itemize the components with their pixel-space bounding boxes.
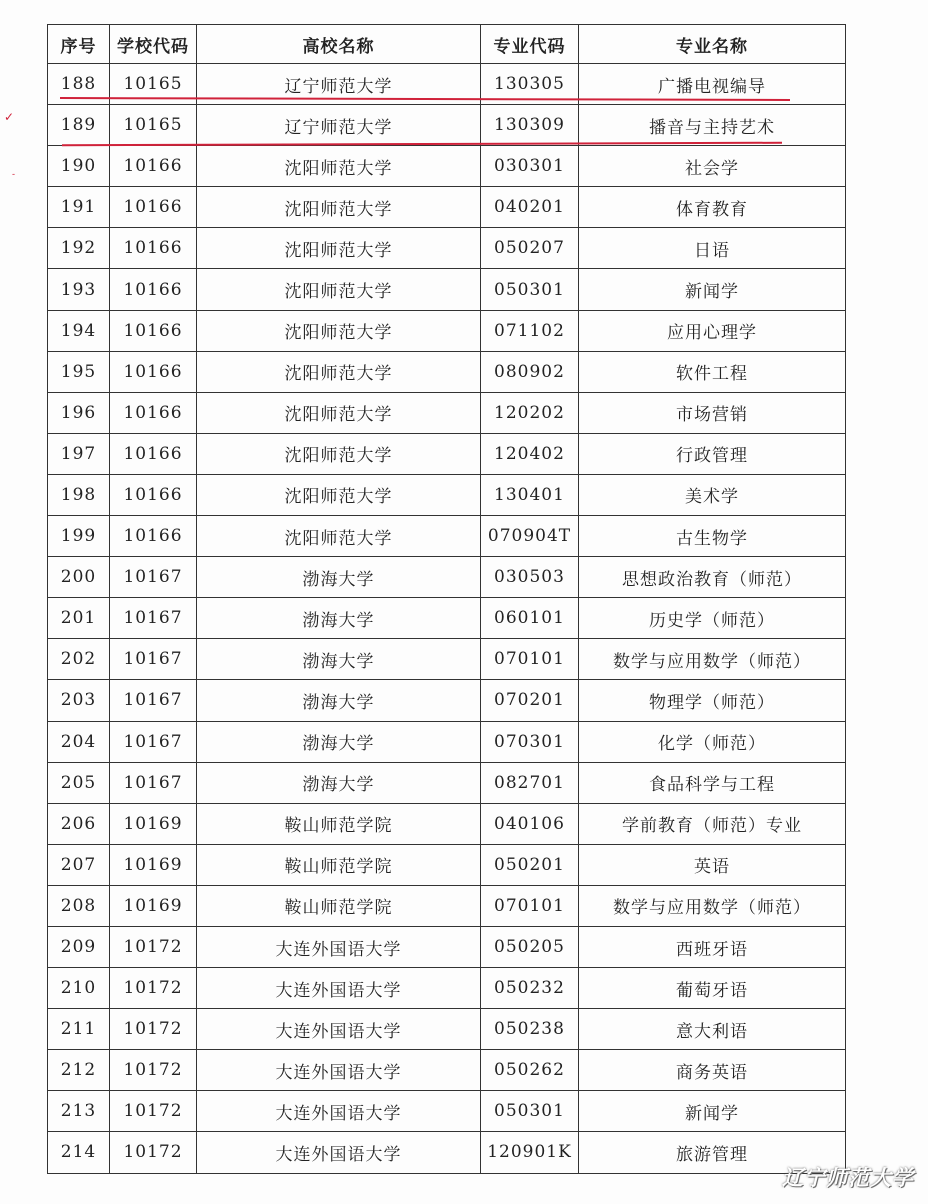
cell-school-code: 10166	[110, 228, 197, 269]
cell-seq: 191	[48, 187, 110, 228]
cell-major-name: 数学与应用数学（师范）	[579, 639, 846, 680]
cell-major-code: 030503	[481, 557, 579, 598]
table-row	[48, 1091, 846, 1132]
cell-major-name: 播音与主持艺术	[579, 105, 846, 146]
cell-seq: 212	[48, 1050, 110, 1091]
cell-seq: 189	[48, 105, 110, 146]
header-seq: 序号	[48, 25, 110, 64]
cell-major-name: 化学（师范）	[579, 721, 846, 762]
table-row	[48, 228, 846, 269]
cell-school-code: 10172	[110, 1132, 197, 1173]
cell-major-name: 思想政治教育（师范）	[579, 557, 846, 598]
table-row	[48, 310, 846, 351]
table-row	[48, 885, 846, 926]
cell-seq: 207	[48, 844, 110, 885]
cell-school-name: 沈阳师范大学	[197, 146, 481, 187]
cell-school-code: 10169	[110, 803, 197, 844]
cell-school-name: 沈阳师范大学	[197, 392, 481, 433]
cell-major-code: 050301	[481, 269, 579, 310]
major-list-table	[47, 24, 846, 1174]
cell-major-code: 070201	[481, 680, 579, 721]
table-row	[48, 926, 846, 967]
cell-major-name: 数学与应用数学（师范）	[579, 885, 846, 926]
table-row	[48, 639, 846, 680]
header-school-code: 学校代码	[110, 25, 197, 64]
cell-school-code: 10172	[110, 1050, 197, 1091]
table-row	[48, 721, 846, 762]
cell-major-code: 030301	[481, 146, 579, 187]
cell-major-name: 美术学	[579, 474, 846, 515]
table-row	[48, 762, 846, 803]
cell-major-code: 130401	[481, 474, 579, 515]
cell-major-name: 日语	[579, 228, 846, 269]
cell-school-code: 10166	[110, 516, 197, 557]
cell-school-code: 10167	[110, 721, 197, 762]
cell-school-code: 10166	[110, 310, 197, 351]
cell-seq: 188	[48, 64, 110, 105]
cell-major-code: 040201	[481, 187, 579, 228]
table-row	[48, 1009, 846, 1050]
cell-major-code: 070301	[481, 721, 579, 762]
cell-school-name: 沈阳师范大学	[197, 228, 481, 269]
cell-school-code: 10166	[110, 433, 197, 474]
cell-major-name: 物理学（师范）	[579, 680, 846, 721]
cell-school-code: 10167	[110, 598, 197, 639]
cell-major-code: 080902	[481, 351, 579, 392]
cell-major-name: 市场营销	[579, 392, 846, 433]
cell-school-name: 大连外国语大学	[197, 926, 481, 967]
cell-seq: 190	[48, 146, 110, 187]
site-watermark: 辽宁师范大学	[782, 1166, 914, 1190]
cell-major-name: 历史学（师范）	[579, 598, 846, 639]
cell-seq: 201	[48, 598, 110, 639]
cell-school-name: 渤海大学	[197, 721, 481, 762]
cell-seq: 196	[48, 392, 110, 433]
cell-major-name: 软件工程	[579, 351, 846, 392]
cell-school-name: 沈阳师范大学	[197, 516, 481, 557]
table-row	[48, 351, 846, 392]
cell-seq: 199	[48, 516, 110, 557]
cell-school-name: 渤海大学	[197, 680, 481, 721]
cell-major-code: 130305	[481, 64, 579, 105]
cell-school-name: 沈阳师范大学	[197, 187, 481, 228]
cell-school-name: 鞍山师范学院	[197, 844, 481, 885]
cell-major-name: 广播电视编导	[579, 64, 846, 105]
cell-school-name: 沈阳师范大学	[197, 351, 481, 392]
cell-school-name: 沈阳师范大学	[197, 474, 481, 515]
cell-seq: 192	[48, 228, 110, 269]
cell-major-code: 071102	[481, 310, 579, 351]
red-pen-dot: -	[12, 170, 16, 180]
table-row	[48, 516, 846, 557]
cell-seq: 211	[48, 1009, 110, 1050]
cell-school-code: 10166	[110, 269, 197, 310]
red-pen-mark: ✓	[4, 110, 15, 124]
cell-major-code: 120901K	[481, 1132, 579, 1173]
cell-school-code: 10167	[110, 762, 197, 803]
cell-major-code: 130309	[481, 105, 579, 146]
table-row	[48, 968, 846, 1009]
cell-major-code: 120402	[481, 433, 579, 474]
cell-major-name: 商务英语	[579, 1050, 846, 1091]
cell-school-code: 10166	[110, 187, 197, 228]
cell-seq: 194	[48, 310, 110, 351]
header-major-code: 专业代码	[481, 25, 579, 64]
cell-school-code: 10166	[110, 474, 197, 515]
table-row	[48, 146, 846, 187]
cell-seq: 197	[48, 433, 110, 474]
table-row	[48, 803, 846, 844]
cell-seq: 213	[48, 1091, 110, 1132]
cell-school-code: 10172	[110, 968, 197, 1009]
cell-school-name: 大连外国语大学	[197, 1091, 481, 1132]
cell-school-code: 10165	[110, 64, 197, 105]
cell-major-name: 社会学	[579, 146, 846, 187]
cell-seq: 195	[48, 351, 110, 392]
cell-major-code: 070101	[481, 639, 579, 680]
cell-major-code: 050205	[481, 926, 579, 967]
table-row	[48, 680, 846, 721]
header-school-name: 高校名称	[197, 25, 481, 64]
cell-major-name: 新闻学	[579, 269, 846, 310]
cell-major-code: 060101	[481, 598, 579, 639]
cell-seq: 210	[48, 968, 110, 1009]
cell-major-code: 070101	[481, 885, 579, 926]
cell-school-code: 10166	[110, 146, 197, 187]
cell-seq: 214	[48, 1132, 110, 1173]
table-row	[48, 1050, 846, 1091]
cell-school-code: 10165	[110, 105, 197, 146]
cell-major-name: 旅游管理	[579, 1132, 846, 1173]
cell-school-code: 10169	[110, 885, 197, 926]
table-row	[48, 474, 846, 515]
cell-school-code: 10166	[110, 351, 197, 392]
cell-school-name: 大连外国语大学	[197, 1132, 481, 1173]
header-major-name: 专业名称	[579, 25, 846, 64]
cell-major-name: 行政管理	[579, 433, 846, 474]
cell-school-name: 鞍山师范学院	[197, 885, 481, 926]
table-body	[48, 64, 846, 1174]
cell-school-code: 10167	[110, 639, 197, 680]
cell-school-name: 大连外国语大学	[197, 1009, 481, 1050]
cell-school-code: 10167	[110, 680, 197, 721]
cell-seq: 193	[48, 269, 110, 310]
cell-school-code: 10172	[110, 1091, 197, 1132]
cell-school-code: 10172	[110, 926, 197, 967]
cell-school-code: 10172	[110, 1009, 197, 1050]
table-row	[48, 1132, 846, 1173]
cell-school-name: 渤海大学	[197, 639, 481, 680]
table-row	[48, 187, 846, 228]
cell-school-name: 沈阳师范大学	[197, 433, 481, 474]
cell-seq: 205	[48, 762, 110, 803]
cell-major-code: 050238	[481, 1009, 579, 1050]
cell-major-code: 050232	[481, 968, 579, 1009]
table-row	[48, 269, 846, 310]
cell-school-name: 渤海大学	[197, 598, 481, 639]
cell-school-name: 辽宁师范大学	[197, 105, 481, 146]
table-row	[48, 433, 846, 474]
cell-school-name: 渤海大学	[197, 762, 481, 803]
table-row	[48, 105, 846, 146]
cell-school-name: 沈阳师范大学	[197, 269, 481, 310]
cell-major-name: 新闻学	[579, 1091, 846, 1132]
cell-school-name: 大连外国语大学	[197, 1050, 481, 1091]
cell-school-name: 鞍山师范学院	[197, 803, 481, 844]
cell-school-name: 沈阳师范大学	[197, 310, 481, 351]
cell-seq: 203	[48, 680, 110, 721]
cell-major-name: 葡萄牙语	[579, 968, 846, 1009]
cell-school-code: 10166	[110, 392, 197, 433]
cell-seq: 200	[48, 557, 110, 598]
cell-major-name: 应用心理学	[579, 310, 846, 351]
cell-major-code: 050201	[481, 844, 579, 885]
cell-seq: 204	[48, 721, 110, 762]
cell-seq: 209	[48, 926, 110, 967]
cell-school-name: 大连外国语大学	[197, 968, 481, 1009]
cell-school-code: 10167	[110, 557, 197, 598]
table-header-row	[48, 25, 846, 64]
cell-school-name: 辽宁师范大学	[197, 64, 481, 105]
cell-seq: 206	[48, 803, 110, 844]
table-row	[48, 598, 846, 639]
cell-major-code: 050262	[481, 1050, 579, 1091]
cell-major-code: 120202	[481, 392, 579, 433]
cell-seq: 198	[48, 474, 110, 515]
cell-major-code: 070904T	[481, 516, 579, 557]
cell-major-name: 意大利语	[579, 1009, 846, 1050]
cell-major-code: 082701	[481, 762, 579, 803]
cell-seq: 208	[48, 885, 110, 926]
cell-major-name: 古生物学	[579, 516, 846, 557]
table-row	[48, 392, 846, 433]
cell-major-name: 英语	[579, 844, 846, 885]
cell-major-code: 040106	[481, 803, 579, 844]
cell-major-name: 学前教育（师范）专业	[579, 803, 846, 844]
cell-seq: 202	[48, 639, 110, 680]
cell-major-name: 体育教育	[579, 187, 846, 228]
cell-major-name: 西班牙语	[579, 926, 846, 967]
table-row	[48, 844, 846, 885]
cell-school-code: 10169	[110, 844, 197, 885]
cell-major-code: 050207	[481, 228, 579, 269]
cell-school-name: 渤海大学	[197, 557, 481, 598]
cell-major-code: 050301	[481, 1091, 579, 1132]
table-row	[48, 557, 846, 598]
cell-major-name: 食品科学与工程	[579, 762, 846, 803]
